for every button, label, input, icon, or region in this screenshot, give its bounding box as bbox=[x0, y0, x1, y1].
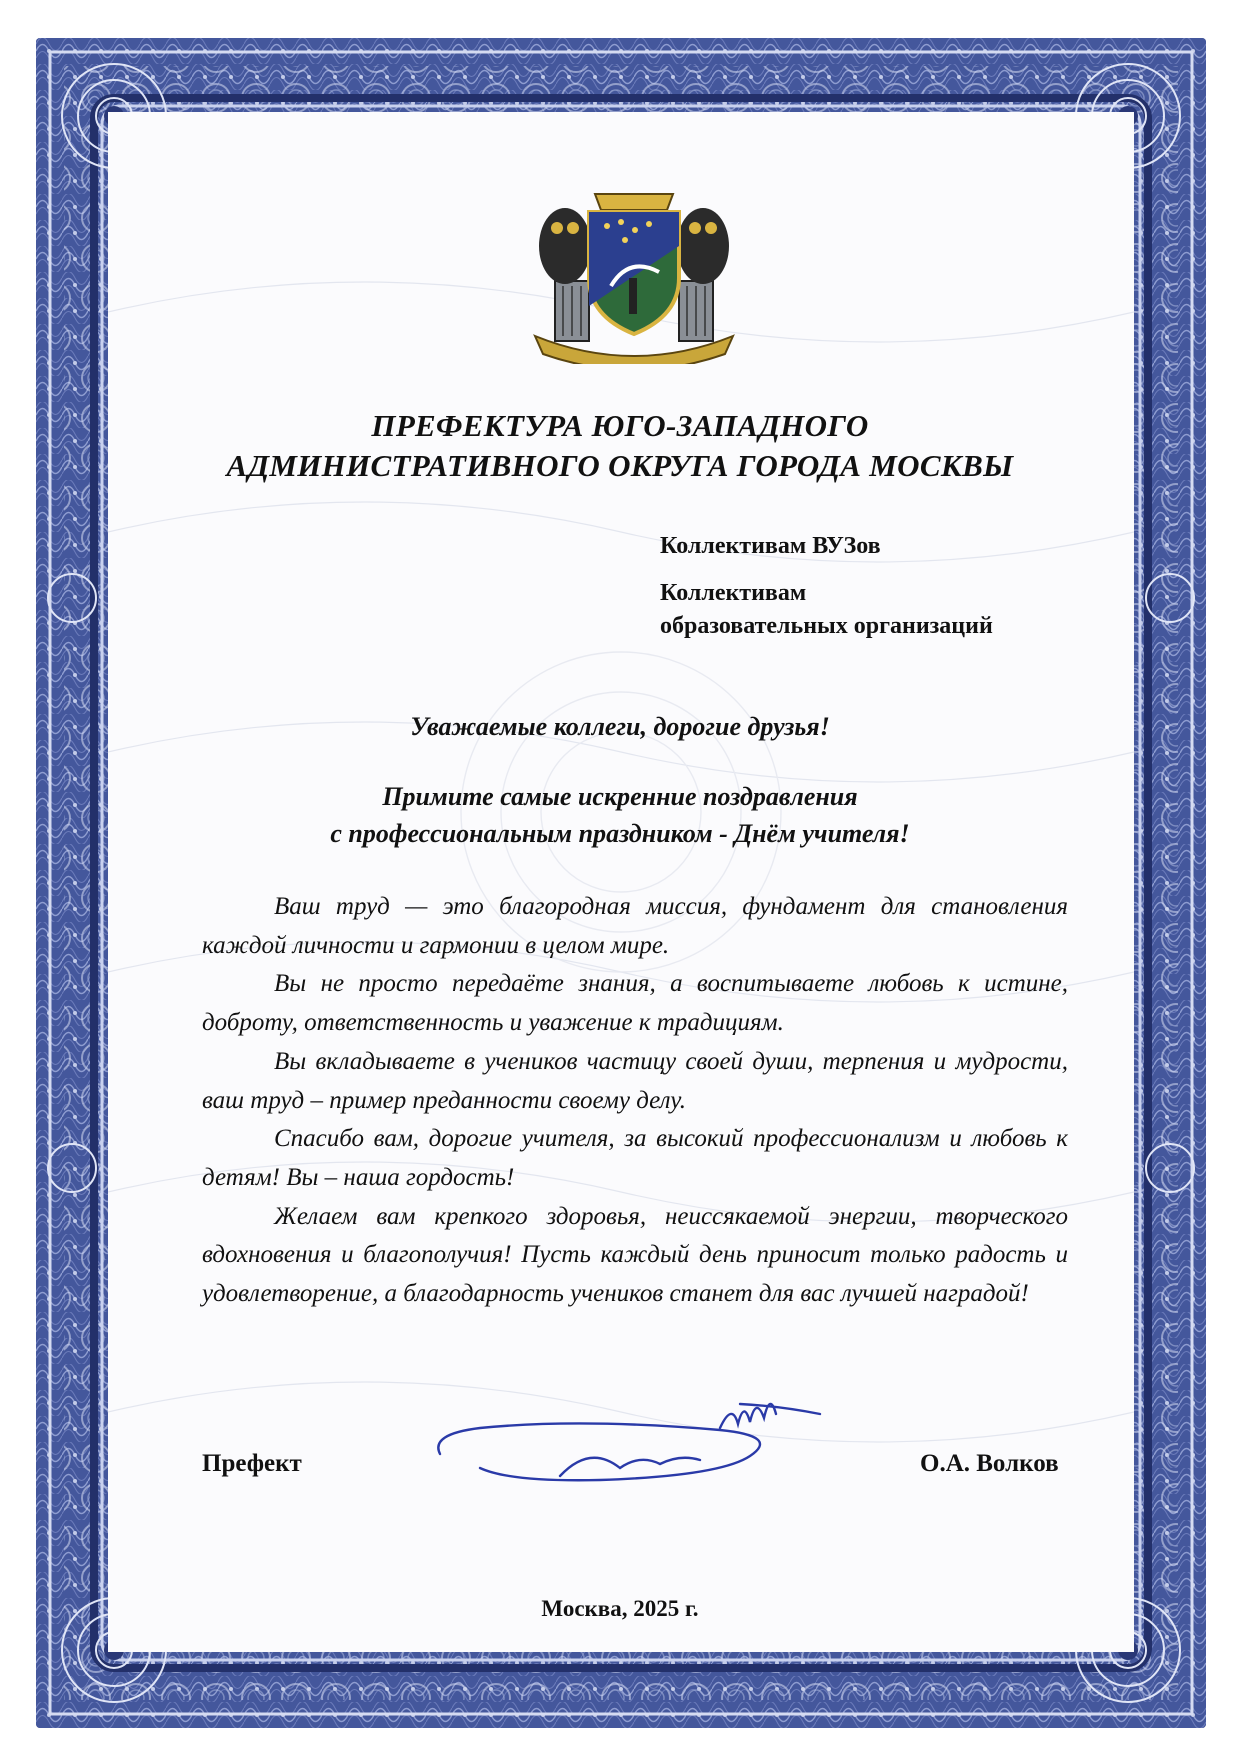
greeting: Уважаемые коллеги, дорогие друзья! bbox=[410, 712, 830, 741]
body-paragraph: Желаем вам крепкого здоровья, неиссякаемой энергии, творческого вдохновения и благополучия! Пусть каждый день приносит только радость и удовлетворение, а благодарность учеников станет для вас лучшей наградой! bbox=[202, 1202, 1068, 1308]
page-title bbox=[180, 406, 1060, 486]
title-line-2: АДМИНИСТРАТИВНОГО ОКРУГА ГОРОДА МОСКВЫ bbox=[226, 448, 1014, 483]
addressees-block bbox=[660, 530, 1100, 657]
body-paragraph: Вы вкладываете в учеников частицу своей души, терпения и мудрости, ваш труд – пример преданности своему делу. bbox=[202, 1047, 1068, 1114]
addressee-educational-orgs bbox=[660, 577, 1100, 643]
addressee-line: Коллективам ВУЗов bbox=[660, 533, 881, 559]
congratulation-line-1: Примите самые искренние поздравления bbox=[382, 782, 858, 811]
congratulation-line-2: с профессиональным праздником - Днём учителя! bbox=[330, 819, 910, 848]
place-and-date: Москва, 2025 г. bbox=[541, 1596, 699, 1621]
addressee-universities bbox=[660, 530, 1100, 563]
signatory-name: О.А. Волков bbox=[920, 1450, 1059, 1477]
handwritten-signature-icon bbox=[420, 1384, 840, 1496]
body-paragraph: Спасибо вам, дорогие учителя, за высокий профессионализм и любовь к детям! Вы – наша гордость! bbox=[202, 1125, 1068, 1191]
coat-of-arms-icon bbox=[525, 186, 743, 364]
body-paragraph: Ваш труд — это благородная миссия, фундамент для становления каждой личности и гармонии в целом мире. bbox=[202, 893, 1068, 959]
addressee-line: Коллективам bbox=[660, 580, 807, 606]
signatory-role: Префект bbox=[202, 1450, 302, 1477]
addressee-line: образовательных организаций bbox=[660, 613, 993, 639]
body-paragraph: Вы не просто передаёте знания, а воспитываете любовь к истине, доброту, ответственность и уважение к традициям. bbox=[202, 970, 1068, 1037]
title-line-1: ПРЕФЕКТУРА ЮГО-ЗАПАДНОГО bbox=[371, 408, 869, 443]
congratulation-block bbox=[160, 778, 1080, 852]
letter-body bbox=[202, 888, 1068, 1314]
